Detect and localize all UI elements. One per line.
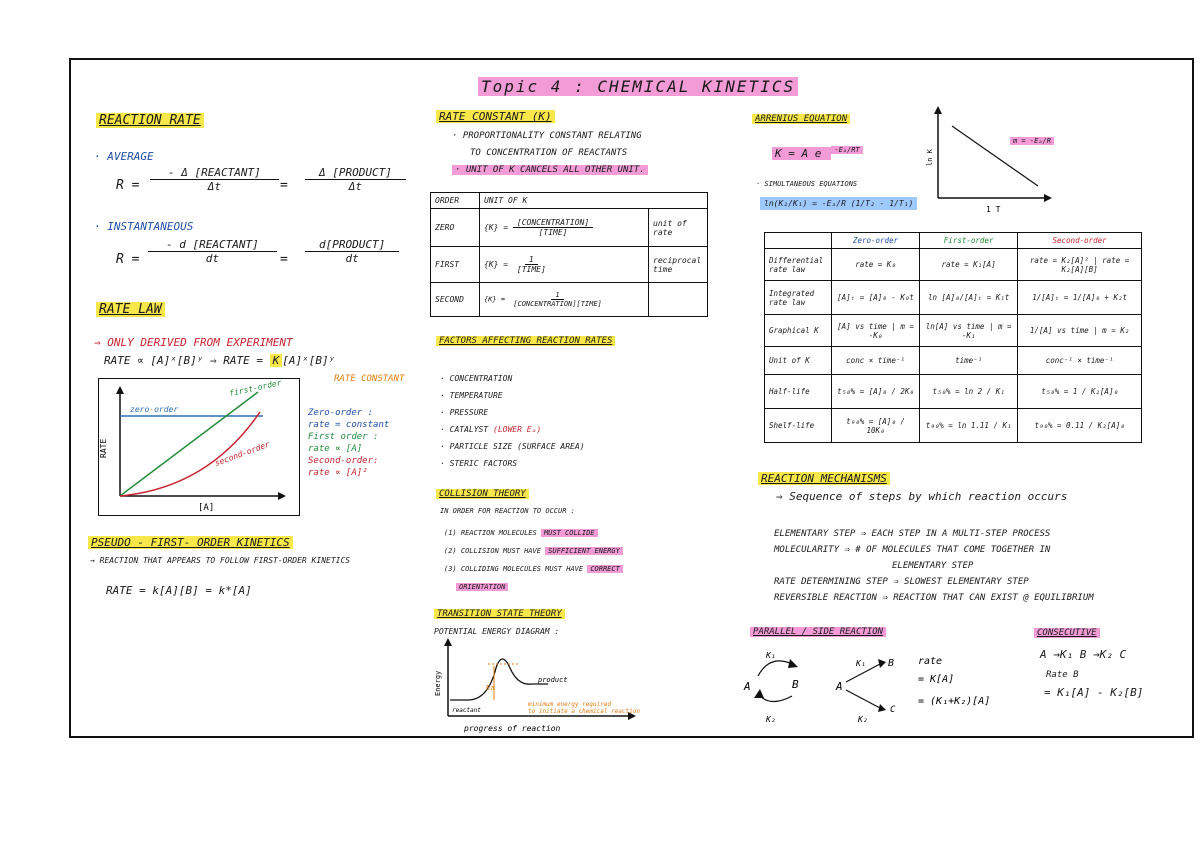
svg-text:A: A	[836, 680, 843, 693]
zero-order-label: zero-order	[130, 405, 179, 414]
list-item: (3) COLLIDING MOLECULES MUST HAVE CORRECT	[444, 560, 623, 578]
parallel-heading: PARALLEL / SIDE REACTION	[750, 627, 886, 637]
svg-text:A: A	[744, 680, 751, 693]
svg-text:rate: rate	[918, 656, 943, 667]
graph-xlabel: [A]	[198, 503, 215, 513]
avg-frac-2: $\frac{\text{Δ [PRODUCT]}}{\Delta t}$	[305, 166, 406, 193]
list-item: MOLECULARITY ⇒ # OF MOLECULES THAT COME TOGETHER IN	[774, 545, 1051, 555]
list-item: · TEMPERATURE	[440, 391, 503, 400]
avg-eq: =	[280, 178, 288, 193]
reactant-label: reactant	[452, 707, 481, 714]
ea-note-2: to initiate a chemical reaction	[528, 708, 640, 715]
arrhenius-eq: K = A e $^{-E_a/RT}$	[772, 146, 863, 160]
parallel-diagram	[740, 642, 990, 734]
rate-constant-label: RATE CONSTANT	[334, 374, 405, 384]
svg-text:= K[A]: = K[A]	[918, 674, 955, 685]
consecutive-eq: A →K₁ B →K₂ C	[1040, 648, 1127, 661]
list-item: · STERIC FACTORS	[440, 459, 518, 468]
rate-law-note: ⇒ ONLY DERIVED FROM EXPERIMENT	[94, 336, 293, 349]
product-label: product	[538, 676, 568, 684]
energy-diagram	[428, 638, 668, 736]
energy-xlabel: progress of reaction	[464, 724, 561, 733]
first-order-label: first-order	[228, 378, 283, 398]
ea-label: Ea	[486, 684, 495, 692]
factors-list	[440, 370, 585, 472]
graph-y: ln K	[926, 149, 934, 166]
table-row: Integrated rate law [A]ₜ = [A]₀ - K₀t ln [A]₀/[A]ₜ = K₁t 1/[A]ₜ = 1/[A]₀ + K₂t	[765, 281, 1142, 315]
avg-r: R =	[116, 178, 140, 193]
collision-intro: IN ORDER FOR REACTION TO OCCUR :	[440, 507, 575, 515]
pseudo-heading: PSEUDO - FIRST- ORDER KINETICS	[88, 536, 293, 549]
list-item: ELEMENTARY STEP ⇒ EACH STEP IN A MULTI-STEP PROCESS	[774, 529, 1051, 539]
rc-bullet-2: · UNIT OF K CANCELS ALL OTHER UNIT.	[452, 165, 648, 175]
mechanisms-heading: REACTION MECHANISMS	[758, 472, 890, 485]
collision-heading: COLLISION THEORY	[436, 489, 529, 499]
rate-constant-heading: RATE CONSTANT (K)	[436, 110, 555, 123]
simul-eq: ln(K₂/K₁) = -Eₐ/R (1/T₂ - 1/T₁)	[760, 199, 917, 208]
list-item: (1) REACTION MOLECULES MUST COLLIDE	[444, 524, 623, 542]
list-item: · CONCENTRATION	[440, 374, 513, 383]
list-item: · PARTICLE SIZE (SURFACE AREA)	[440, 442, 585, 451]
table-row: Shelf-life t₉₀% = [A]₀ / 10K₀ t₉₀% = ln 1.11 / K₁ t₉₀% = 0.11 / K₂[A]₀	[765, 409, 1142, 443]
pseudo-expr: RATE = k[A][B] = k*[A]	[106, 584, 252, 597]
svg-text:B: B	[888, 658, 895, 669]
unit-of-k-table	[430, 192, 708, 317]
table-row: SECOND {K} = $\frac{1}{\text{[CONCENTRATION][TIME]}}$	[431, 283, 708, 317]
rate-law-expr: RATE ∝ [A]ˣ[B]ʸ ⇒ RATE = K [A]ˣ[B]ʸ	[104, 354, 336, 367]
table-row: Half-life t₅₀% = [A]₀ / 2K₀ t₅₀% = ln 2 / K₁ t₅₀% = 1 / K₂[A]₀	[765, 375, 1142, 409]
list-item: ORIENTATION	[444, 578, 623, 596]
inst-r: R =	[116, 252, 140, 267]
list-item: ELEMENTARY STEP	[892, 561, 974, 571]
orders-table: Zero-order First-order Second-order Differential rate law rate = K₀ rate = K₁[A] rate = K₂[A]² | rate = K₂[A][B] Integrated rate law [A]ₜ = [A]₀ - K₀t ln [A]₀/[A]ₜ = K₁t 1/[A]ₜ = 1/[A]₀ + K₂t Graphical K [A] vs time | m = -K₀ ln[A] vs time | m = -K₁ 1/[A] vs time | m = K₂ Unit of K conc × time⁻¹ time⁻¹ conc⁻¹ × time⁻¹ Half-life t₅₀% = [A]₀ / 2K₀ t₅₀% = ln 2 / K₁ t₅₀% = 1 / K₂[A]₀ Shelf-life t₉₀% = [A]₀ / 10K₀ t₉₀% = ln 1.11 / K₁ t₉₀% = 0.11 / K₂[A]₀	[764, 232, 1142, 443]
mechanisms-desc: ⇒ Sequence of steps by which reaction occurs	[776, 490, 1068, 503]
inst-eq: =	[280, 252, 288, 267]
title-text: Topic 4 : CHEMICAL KINETICS	[478, 77, 798, 96]
rc-bullet-1b: TO CONCENTRATION OF REACTANTS	[470, 148, 628, 158]
inst-frac-2: $\frac{\text{d[PRODUCT]}}{dt}$	[305, 238, 399, 265]
list-item: RATE DETERMINING STEP ⇒ SLOWEST ELEMENTARY STEP	[774, 577, 1029, 587]
svg-text:K₂: K₂	[766, 715, 776, 724]
svg-text:K₁: K₁	[856, 659, 866, 668]
graph-x-arrow	[278, 492, 286, 500]
table-row: Differential rate law rate = K₀ rate = K₁[A] rate = K₂[A]² | rate = K₂[A][B]	[765, 249, 1142, 281]
average-label: · AVERAGE	[94, 150, 154, 163]
order-legend: Zero-order : rate = constant First order : rate ∝ [A] Second-order: rate ∝ [A]²	[308, 408, 390, 478]
energy-curve	[450, 659, 548, 700]
list-item: · PRESSURE	[440, 408, 489, 417]
rate-law-heading: RATE LAW	[96, 302, 165, 317]
svg-text:B: B	[792, 678, 799, 691]
graph-x: 1 T	[986, 205, 1001, 214]
inst-frac-1: $\frac{\text{- d [REACTANT]}}{dt}$	[148, 238, 277, 265]
graph-y-arrow	[116, 386, 124, 394]
collision-list	[444, 524, 623, 596]
arrhenius-graph	[922, 106, 1052, 214]
rate-order-graph	[98, 378, 300, 516]
transition-heading: TRANSITION STATE THEORY	[434, 609, 565, 619]
ea-note-1: minimum energy required	[528, 701, 612, 708]
h-unit: UNIT OF K	[479, 193, 707, 209]
mechanisms-list	[774, 526, 1094, 606]
svg-text:K₂: K₂	[858, 715, 868, 724]
list-item: REVERSIBLE REACTION ⇒ REACTION THAT CAN EXIST @ EQUILIBRIUM	[774, 593, 1094, 603]
consecutive-heading: CONSECUTIVE	[1034, 628, 1100, 638]
slope-label: m = -Eₐ/R	[1010, 137, 1054, 145]
table-row: Graphical K [A] vs time | m = -K₀ ln[A] vs time | m = -K₁ 1/[A] vs time | m = K₂	[765, 315, 1142, 347]
table-row: FIRST {K} = $\frac{1}{\text{[TIME]}}$ reciprocal time	[431, 247, 708, 283]
simul-label: · SIMULTANEOUS EQUATIONS	[756, 180, 858, 188]
list-item: (2) COLLISION MUST HAVE SUFFICIENT ENERGY	[444, 542, 623, 560]
arrhenius-line	[952, 126, 1038, 186]
transition-sub: POTENTIAL ENERGY DIAGRAM :	[434, 627, 560, 636]
second-order-label: second-order	[213, 439, 271, 468]
pseudo-desc: → REACTION THAT APPEARS TO FOLLOW FIRST-ORDER KINETICS	[90, 556, 351, 565]
h-order: ORDER	[431, 193, 480, 209]
page-title	[478, 77, 798, 96]
svg-text:= (K₁+K₂)[A]: = (K₁+K₂)[A]	[918, 696, 990, 707]
graph-ylabel: RATE	[99, 438, 108, 458]
list-item: · CATALYST (LOWER Eₐ)	[440, 425, 542, 434]
arrhenius-heading: ARRENIUS EQUATION	[752, 114, 850, 124]
avg-frac-1: $\frac{\text{- Δ [REACTANT]}}{\Delta t}$	[150, 166, 279, 193]
table-row: ZERO {K} = $\frac{\text{[CONCENTRATION]}}{\text{[TIME]}}$ unit of rate	[431, 209, 708, 247]
consecutive-rate-expr: = K₁[A] - K₂[B]	[1044, 686, 1144, 699]
instantaneous-label: · INSTANTANEOUS	[94, 220, 194, 233]
table-row: Unit of K conc × time⁻¹ time⁻¹ conc⁻¹ × time⁻¹	[765, 347, 1142, 375]
energy-ylabel: Energy	[434, 670, 442, 696]
svg-text:C: C	[890, 705, 896, 715]
rc-bullet-1a: · PROPORTIONALITY CONSTANT RELATING	[452, 131, 642, 141]
factors-heading: FACTORS AFFECTING REACTION RATES	[436, 336, 615, 346]
reaction-rate-heading: REACTION RATE	[96, 113, 204, 128]
svg-text:K₁: K₁	[766, 651, 776, 660]
consecutive-rate-b: Rate B	[1046, 670, 1079, 680]
